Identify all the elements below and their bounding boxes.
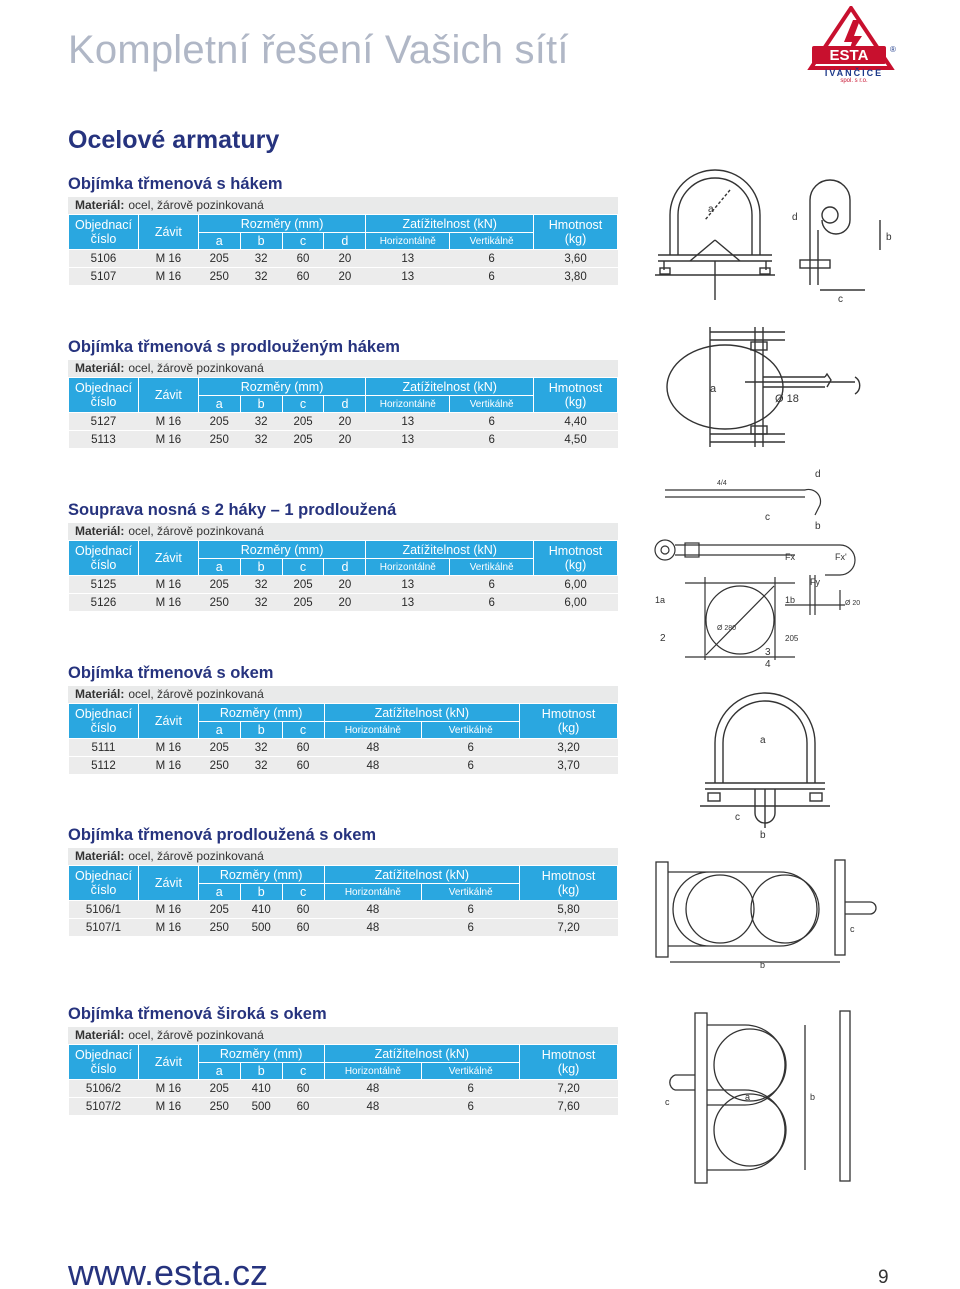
table-row (69, 594, 618, 612)
table-cell: 13 (366, 431, 450, 449)
header-text: číslo (90, 395, 117, 409)
header-text: Hmotnost (548, 381, 603, 395)
table-cell: 205 (198, 413, 240, 431)
table-cell: 20 (324, 413, 366, 431)
dimension-column-header: c (282, 396, 324, 413)
table-cell: 6 (450, 268, 534, 286)
force-label: Fx (785, 552, 795, 562)
table-cell: 500 (240, 1098, 282, 1116)
product-section (68, 499, 618, 612)
order-number-header (69, 1045, 139, 1080)
table-row (69, 901, 618, 919)
header-text: Objednací (74, 1048, 132, 1062)
table-row (69, 250, 618, 268)
section-title: Objímka třmenová s prodlouženým hákem (68, 338, 400, 356)
table-cell: 7,20 (520, 1080, 618, 1098)
dimension-column-header: d (324, 233, 366, 250)
page-number: 9 (878, 1267, 889, 1288)
dimension-column-header: c (282, 722, 324, 739)
header-text: Hmotnost (548, 544, 603, 558)
table-cell: 13 (366, 594, 450, 612)
header-text: číslo (90, 721, 117, 735)
dim-label: Ø 20 (845, 600, 861, 607)
horizontal-header: Horizontálně (324, 884, 422, 901)
product-section (68, 173, 618, 286)
dimensions-header: Rozměry (mm) (198, 215, 366, 233)
table-cell: 48 (324, 739, 422, 757)
dim-label: b (760, 960, 766, 970)
table-cell: 6 (422, 739, 520, 757)
dimensions-header: Rozměry (mm) (198, 1045, 324, 1063)
dim-label: c (765, 512, 770, 523)
table-cell: 6,00 (534, 594, 618, 612)
dim-label: a (760, 735, 766, 746)
weight-header (534, 541, 618, 576)
product-section (68, 336, 618, 449)
thread-header: Závit (138, 704, 198, 739)
material-label: Materiál: (75, 687, 125, 701)
dimension-column-header: a (198, 233, 240, 250)
dim-label: c (838, 294, 843, 305)
dim-label: Ø 280 (717, 625, 737, 632)
table-cell: 5106/2 (69, 1080, 139, 1098)
table-cell: 5107/2 (69, 1098, 139, 1116)
table-cell: 250 (198, 268, 240, 286)
table-cell: M 16 (138, 268, 198, 286)
table-row (69, 1098, 618, 1116)
table-cell: 20 (324, 268, 366, 286)
table-cell: 500 (240, 919, 282, 937)
table-cell: M 16 (138, 739, 198, 757)
header-text: Hmotnost (548, 218, 603, 232)
header-text: Objednací (74, 218, 132, 232)
table-cell: 3,80 (534, 268, 618, 286)
table-cell: 6 (422, 1098, 520, 1116)
table-cell: M 16 (138, 757, 198, 775)
part-label: 1a (655, 595, 666, 605)
header-text: Objednací (74, 869, 132, 883)
logo-brand: ESTA (829, 47, 869, 64)
table-cell: 5112 (69, 757, 139, 775)
table-cell: 60 (282, 1080, 324, 1098)
table-row (69, 757, 618, 775)
material-bar (68, 197, 618, 214)
logo-registered: ® (890, 45, 896, 54)
header-text: Hmotnost (541, 707, 596, 721)
table-cell: 6 (450, 431, 534, 449)
dimension-column-header: b (240, 1063, 282, 1080)
dimension-column-header: b (240, 233, 282, 250)
table-cell: M 16 (138, 594, 198, 612)
table-cell: 6 (450, 594, 534, 612)
table-cell: 205 (198, 250, 240, 268)
table-cell: 32 (240, 268, 282, 286)
dimension-column-header: a (198, 722, 240, 739)
dimension-column-header: a (198, 1063, 240, 1080)
load-header: Zatížitelnost (kN) (324, 866, 520, 884)
table-cell: 205 (282, 413, 324, 431)
table-cell: 410 (240, 901, 282, 919)
horizontal-header: Horizontálně (324, 722, 422, 739)
table-cell: 32 (240, 250, 282, 268)
section-title: Objímka třmenová s okem (68, 664, 274, 682)
section-title: Objímka třmenová široká s okem (68, 1005, 327, 1023)
table-cell: 32 (240, 594, 282, 612)
dimensions-header: Rozměry (mm) (198, 541, 366, 559)
table-cell: 410 (240, 1080, 282, 1098)
dim-label: Ø 18 (775, 393, 799, 405)
table-cell: 60 (282, 250, 324, 268)
weight-header (534, 378, 618, 413)
material-bar (68, 686, 618, 703)
table-cell: 7,60 (520, 1098, 618, 1116)
spec-table (68, 540, 618, 612)
dim-label: 205 (785, 634, 799, 643)
table-cell: 6 (450, 250, 534, 268)
table-cell: 4,40 (534, 413, 618, 431)
table-cell: M 16 (138, 919, 198, 937)
table-cell: 205 (282, 576, 324, 594)
dim-label: a (745, 1092, 751, 1102)
part-label: 3 (765, 647, 771, 658)
table-cell: 6 (422, 1080, 520, 1098)
order-number-header (69, 866, 139, 901)
table-row (69, 1080, 618, 1098)
dim-label: b (760, 830, 766, 840)
table-cell: 250 (198, 919, 240, 937)
part-label: 2 (660, 633, 666, 644)
table-row (69, 576, 618, 594)
part-label: 4 (765, 659, 771, 670)
dimension-column-header: b (240, 559, 282, 576)
table-cell: 5,80 (520, 901, 618, 919)
dimension-column-header: d (324, 559, 366, 576)
website-url[interactable]: www.esta.cz (68, 1252, 269, 1289)
page-header-title: Kompletní řešení Vašich sítí (68, 28, 569, 72)
table-cell: 60 (282, 919, 324, 937)
table-cell: 5113 (69, 431, 139, 449)
material-label: Materiál: (75, 849, 125, 863)
table-cell: 60 (282, 901, 324, 919)
material-bar (68, 848, 618, 865)
header-text: (kg) (564, 232, 587, 246)
dimension-column-header: d (324, 396, 366, 413)
thread-header: Závit (138, 541, 198, 576)
material-label: Materiál: (75, 524, 125, 538)
drawing-eye-clamp (700, 688, 830, 840)
table-cell: 205 (198, 739, 240, 757)
header-text: číslo (90, 558, 117, 572)
drawing-support-set (645, 465, 950, 680)
load-header: Zatížitelnost (kN) (366, 541, 534, 559)
dimension-column-header: b (240, 884, 282, 901)
header-text: číslo (90, 1062, 117, 1076)
dimension-column-header: c (282, 559, 324, 576)
dimension-column-header: b (240, 396, 282, 413)
table-cell: 60 (282, 1098, 324, 1116)
vertical-header: Vertikálně (422, 1063, 520, 1080)
table-row (69, 739, 618, 757)
dim-label: c (850, 924, 855, 934)
table-cell: 32 (240, 576, 282, 594)
order-number-header (69, 541, 139, 576)
table-cell: 13 (366, 268, 450, 286)
thread-header: Závit (138, 378, 198, 413)
dimensions-header: Rozměry (mm) (198, 866, 324, 884)
table-cell: 3,60 (534, 250, 618, 268)
main-title: Ocelové armatury (68, 126, 280, 154)
header-text: (kg) (564, 558, 587, 572)
drawing-hook-clamp (650, 160, 950, 310)
table-cell: 205 (198, 576, 240, 594)
table-cell: 3,20 (520, 739, 618, 757)
table-cell: 5106 (69, 250, 139, 268)
table-cell: 6 (422, 901, 520, 919)
header-text: (kg) (557, 1062, 580, 1076)
product-section (68, 1003, 618, 1116)
vertical-header: Vertikálně (450, 559, 534, 576)
material-value: ocel, žárově pozinkovaná (128, 198, 264, 212)
weight-header (534, 215, 618, 250)
dimension-column-header: b (240, 722, 282, 739)
table-cell: M 16 (138, 431, 198, 449)
table-cell: 6 (450, 576, 534, 594)
table-cell: 6 (450, 413, 534, 431)
drawing-wide-eye-clamp (645, 1005, 860, 1190)
table-cell: 5111 (69, 739, 139, 757)
vertical-header: Vertikálně (422, 884, 520, 901)
thread-header: Závit (138, 866, 198, 901)
header-text: (kg) (564, 395, 587, 409)
horizontal-header: Horizontálně (366, 559, 450, 576)
header-text: Objednací (74, 707, 132, 721)
table-cell: 48 (324, 757, 422, 775)
spec-table (68, 214, 618, 286)
table-cell: 60 (282, 757, 324, 775)
order-number-header (69, 378, 139, 413)
load-header: Zatížitelnost (kN) (366, 378, 534, 396)
logo-suffix: spol. s r.o. (840, 78, 868, 84)
table-cell: 250 (198, 1098, 240, 1116)
table-cell: 48 (324, 919, 422, 937)
table-cell: 32 (240, 431, 282, 449)
header-text: Hmotnost (541, 1048, 596, 1062)
thread-header: Závit (138, 215, 198, 250)
table-cell: M 16 (138, 576, 198, 594)
section-title: Objímka třmenová prodloužená s okem (68, 826, 377, 844)
header-text: Hmotnost (541, 869, 596, 883)
dim-label: c (735, 812, 740, 823)
table-cell: 5126 (69, 594, 139, 612)
vertical-header: Vertikálně (450, 396, 534, 413)
drawing-extended-hook-clamp (655, 322, 945, 462)
spec-table (68, 865, 618, 937)
material-label: Materiál: (75, 1028, 125, 1042)
vertical-header: Vertikálně (450, 233, 534, 250)
table-cell: 32 (240, 757, 282, 775)
table-cell: 250 (198, 757, 240, 775)
dim-label: b (815, 521, 821, 532)
table-cell: 250 (198, 431, 240, 449)
table-cell: 6 (422, 919, 520, 937)
spec-table (68, 1044, 618, 1116)
material-label: Materiál: (75, 198, 125, 212)
table-cell: 3,70 (520, 757, 618, 775)
dim-label: 4/4 (717, 480, 727, 487)
table-cell: 205 (198, 901, 240, 919)
table-cell: 48 (324, 901, 422, 919)
table-cell: 205 (198, 1080, 240, 1098)
table-cell: M 16 (138, 901, 198, 919)
table-cell: 60 (282, 268, 324, 286)
thread-header: Závit (138, 1045, 198, 1080)
spec-table (68, 703, 618, 775)
table-cell: 250 (198, 594, 240, 612)
header-text: číslo (90, 883, 117, 897)
dim-label: b (810, 1092, 816, 1102)
material-bar (68, 1027, 618, 1044)
section-title: Objímka třmenová s hákem (68, 175, 283, 193)
header-text: číslo (90, 232, 117, 246)
material-value: ocel, žárově pozinkovaná (128, 687, 264, 701)
dim-label: a (708, 204, 714, 215)
table-cell: 7,20 (520, 919, 618, 937)
table-row (69, 431, 618, 449)
table-cell: 20 (324, 594, 366, 612)
weight-header (520, 704, 618, 739)
material-bar (68, 523, 618, 540)
table-cell: 6,00 (534, 576, 618, 594)
dim-label: a (710, 383, 717, 395)
dimension-column-header: a (198, 559, 240, 576)
dimension-column-header: a (198, 396, 240, 413)
force-label: Fy (810, 577, 820, 587)
weight-header (520, 866, 618, 901)
table-cell: M 16 (138, 250, 198, 268)
horizontal-header: Horizontálně (366, 233, 450, 250)
dimension-column-header: c (282, 884, 324, 901)
force-label: Fx' (835, 552, 847, 562)
table-cell: 4,50 (534, 431, 618, 449)
table-cell: 48 (324, 1080, 422, 1098)
material-value: ocel, žárově pozinkovaná (128, 524, 264, 538)
table-row (69, 919, 618, 937)
table-cell: 20 (324, 250, 366, 268)
vertical-header: Vertikálně (422, 722, 520, 739)
material-value: ocel, žárově pozinkovaná (128, 361, 264, 375)
table-cell: M 16 (138, 1098, 198, 1116)
product-section (68, 662, 618, 775)
material-value: ocel, žárově pozinkovaná (128, 849, 264, 863)
table-cell: 205 (282, 594, 324, 612)
table-cell: 6 (422, 757, 520, 775)
dim-label: d (792, 212, 798, 223)
table-cell: M 16 (138, 413, 198, 431)
dim-label: b (886, 232, 892, 243)
table-cell: 13 (366, 576, 450, 594)
order-number-header (69, 704, 139, 739)
header-text: Objednací (74, 544, 132, 558)
table-cell: 20 (324, 431, 366, 449)
dim-label: d (815, 469, 821, 480)
table-cell: 5127 (69, 413, 139, 431)
horizontal-header: Horizontálně (324, 1063, 422, 1080)
table-cell: M 16 (138, 1080, 198, 1098)
header-text: (kg) (557, 721, 580, 735)
table-row (69, 268, 618, 286)
drawing-extended-eye-clamp (650, 852, 950, 970)
table-cell: 60 (282, 739, 324, 757)
table-cell: 5125 (69, 576, 139, 594)
table-cell: 13 (366, 413, 450, 431)
weight-header (520, 1045, 618, 1080)
horizontal-header: Horizontálně (366, 396, 450, 413)
table-cell: 48 (324, 1098, 422, 1116)
load-header: Zatížitelnost (kN) (324, 1045, 520, 1063)
section-title: Souprava nosná s 2 háky – 1 prodloužená (68, 501, 397, 519)
table-cell: 5107/1 (69, 919, 139, 937)
table-cell: 20 (324, 576, 366, 594)
table-cell: 5107 (69, 268, 139, 286)
dim-label: c (665, 1097, 670, 1107)
material-label: Materiál: (75, 361, 125, 375)
table-cell: 205 (282, 431, 324, 449)
material-bar (68, 360, 618, 377)
order-number-header (69, 215, 139, 250)
load-header: Zatížitelnost (kN) (324, 704, 520, 722)
part-label: 1b (785, 595, 796, 605)
spec-table (68, 377, 618, 449)
dimension-column-header: c (282, 1063, 324, 1080)
load-header: Zatížitelnost (kN) (366, 215, 534, 233)
table-cell: 13 (366, 250, 450, 268)
product-section (68, 824, 618, 937)
table-row (69, 413, 618, 431)
table-cell: 32 (240, 413, 282, 431)
header-text: Objednací (74, 381, 132, 395)
dimension-column-header: c (282, 233, 324, 250)
dimension-column-header: a (198, 884, 240, 901)
table-cell: 5106/1 (69, 901, 139, 919)
header-text: (kg) (557, 883, 580, 897)
logo-city: IVANČICE (824, 68, 884, 78)
dimensions-header: Rozměry (mm) (198, 704, 324, 722)
table-cell: 32 (240, 739, 282, 757)
material-value: ocel, žárově pozinkovaná (128, 1028, 264, 1042)
dimensions-header: Rozměry (mm) (198, 378, 366, 396)
